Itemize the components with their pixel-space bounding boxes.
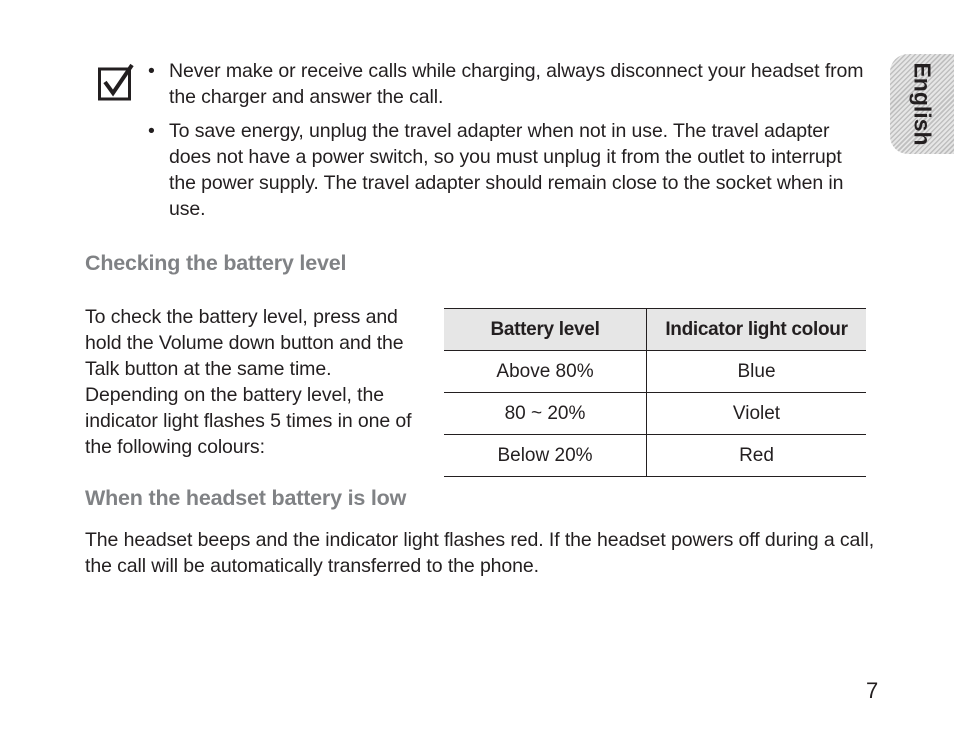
battery-check-text: To check the battery level, press and hold the Volume down button and the Talk button at the same time. Depending on the battery level, the indicator light flashes 5 times in one of the following colours:: [85, 306, 412, 458]
column-header-battery-level: Battery level: [444, 309, 647, 351]
battery-level-cell: Below 20%: [444, 435, 647, 477]
note-text: Never make or receive calls while charging, always disconnect your headset from the charger and answer the call.: [169, 60, 864, 108]
note-list: [148, 58, 868, 230]
language-tab-label: English: [909, 62, 936, 146]
list-item: [148, 58, 868, 110]
battery-level-table: [444, 308, 866, 477]
page-number: 7: [866, 678, 879, 703]
language-tab: [890, 54, 954, 154]
section-heading-battery-low: When the headset battery is low: [85, 486, 407, 510]
table-row: [444, 351, 866, 393]
bullet-marker: •: [148, 120, 155, 142]
battery-level-cell: Above 80%: [444, 351, 647, 393]
column-header-indicator-colour: Indicator light colour: [647, 309, 867, 351]
bullet-marker: •: [148, 60, 155, 82]
list-item: [148, 118, 868, 222]
checkbox-check-icon: [98, 63, 134, 101]
indicator-colour-cell: Red: [647, 435, 867, 477]
battery-low-text: The headset beeps and the indicator light flashes red. If the headset powers off during a call, the call will be automatically transferred to the phone.: [85, 529, 875, 577]
section-heading-battery-level: Checking the battery level: [85, 251, 347, 275]
note-text: To save energy, unplug the travel adapter when not in use. The travel adapter does not have a power switch, so you must unplug it from the outlet to interrupt the power supply. The travel adapter should remain close to the socket when in use.: [169, 120, 844, 220]
indicator-colour-cell: Blue: [647, 351, 867, 393]
table-row: [444, 393, 866, 435]
battery-level-cell: 80 ~ 20%: [444, 393, 647, 435]
table-header-row: [444, 309, 866, 351]
indicator-colour-cell: Violet: [647, 393, 867, 435]
table-row: [444, 435, 866, 477]
